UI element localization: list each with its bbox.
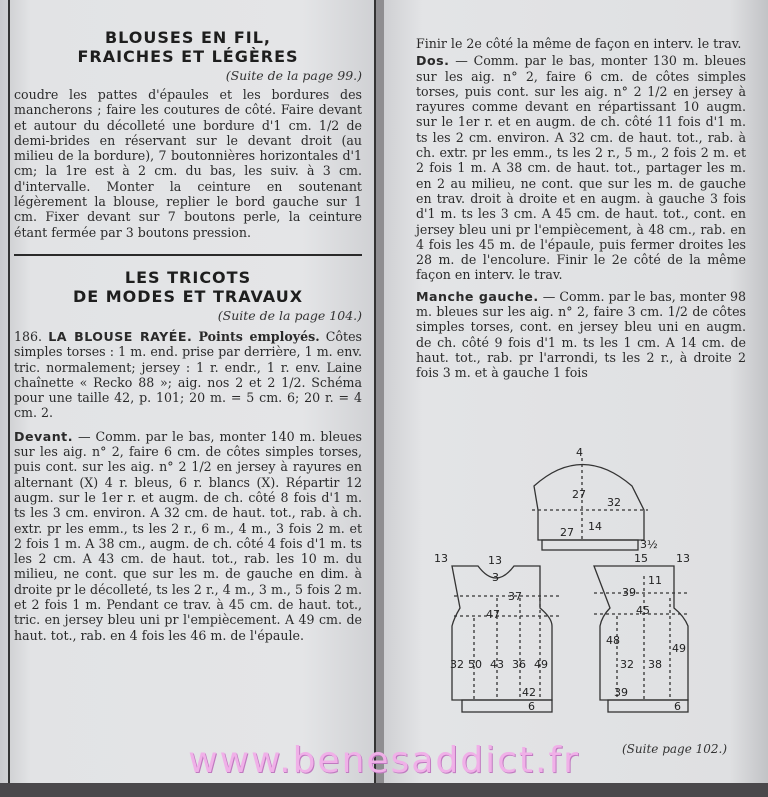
left-column	[14, 28, 362, 643]
manche-instructions: — Comm. par le bas, monter 98 m. bleues sur les aig. n° 2, faire 3 cm. 1/2 de côtes simples torses, cont. en jersey bleu uni en augm. de ch. côté 9 fois d'1 m. ts les 1 cm. A 14 cm. de haut. tot., rab. pr l'arrondi, ts les 2 r., à droite 2 fois 3 m. et à gauche 1 fois	[416, 288, 746, 381]
section-divider	[14, 254, 362, 256]
dim-label: 11	[648, 574, 662, 587]
dim-label: 6	[528, 700, 535, 713]
dim-label: 42	[522, 686, 536, 699]
dim-label: 48	[606, 634, 620, 647]
dim-label: 13	[676, 552, 690, 565]
article-title-line1: BLOUSES EN FIL,	[104, 28, 271, 47]
dos-label: Dos.	[416, 53, 450, 69]
page-bottom-edge	[0, 783, 768, 797]
dim-label: 39	[622, 586, 636, 599]
dim-label: 36	[512, 658, 526, 671]
front-ribbing	[462, 700, 552, 712]
dim-label: 37	[508, 590, 522, 603]
dim-label: 3	[492, 571, 499, 584]
dim-label: 32	[607, 496, 621, 509]
devant-label: Devant.	[14, 428, 73, 444]
dim-label: 49	[534, 658, 548, 671]
dim-label: 32	[620, 658, 634, 671]
points-text: Côtes simples torses : 1 m. end. prise par derrière, 1 m. env. tric. normalement; jersey : 1 r. endr., 1 r. env. Laine chaînette « Recko 88 »; aig. nos 2 et 2 1/2. Schéma pour une taille 42, p. 101; 20 m. = 5 cm. 6; 20 r. = 4 cm. 2.	[14, 328, 362, 421]
right-page	[384, 0, 768, 797]
dim-label: 45	[636, 604, 650, 617]
item-number: 186.	[14, 328, 43, 344]
right-column	[416, 36, 746, 381]
knitting-schematic	[412, 448, 752, 748]
section-title-line1: LES TRICOTS	[124, 267, 252, 287]
back-outline	[594, 566, 688, 700]
dim-label: 13	[434, 552, 448, 565]
dim-label: 32	[450, 658, 464, 671]
devant-instructions: — Comm. par le bas, monter 140 m. bleues sur les aig. n° 2, faire 6 cm. de côtes simples torses, puis cont. sur les aig. n° 2 1/2 en jersey à rayures en alternant (X) 4 r. bleus, 6 r. blancs (X). Répartir 12 augm. sur le 1er r. et augm. de ch. côté 8 fois d'1 m. ts les 3 cm. environ. A 32 cm. de haut. tot., rab. à ch. extr. pr les emm., ts les 2 r., 6 m., 4 m., 3 fois 2 m. et 2 fois 1 m. A 38 cm., augm. de ch. côté 4 fois d'1 m. ts les 2 cm. A 43 cm. de haut. tot., rab. les 10 m. du milieu, ne cont. que sur les m. de gauche en dim. à droite pr le décolleté, ts les 2 r., 4 m., 3 m., 5 fois 2 m. et 2 fois 1 m. Pendant ce trav. à 45 cm. de haut. tot., tric. en jersey bleu uni pr l'empiècement. A 49 cm. de haut. tot., rab. en 4 fois les 46 m. de l'épaule.	[14, 428, 362, 643]
left-border	[8, 0, 10, 797]
dim-label: 27	[560, 526, 574, 539]
dim-label: 6	[674, 700, 681, 713]
dim-label: 4	[576, 448, 583, 459]
points-label: Points employés.	[198, 328, 320, 344]
continued-note: (Suite page 102.)	[622, 742, 728, 756]
finish-text: Finir le 2e côté la même de façon en interv. le trav.	[416, 36, 742, 51]
dim-label: 50	[468, 658, 482, 671]
item-title: LA BLOUSE RAYÉE.	[48, 328, 193, 344]
dim-label: 47	[486, 608, 500, 621]
dim-label: 49	[672, 642, 686, 655]
dim-label: 39	[614, 686, 628, 699]
dim-label: 15	[634, 552, 648, 565]
left-page	[0, 0, 378, 797]
dim-label: 27	[572, 488, 586, 501]
dim-label: 14	[588, 520, 602, 533]
article-title-line2: FRAICHES ET LÉGÈRES	[77, 47, 299, 66]
dim-label: 38	[648, 658, 662, 671]
front-outline	[452, 566, 552, 700]
blouse-instructions: coudre les pattes d'épaules et les bordures des mancherons ; faire les coutures de côté. Faire devant et autour du décolleté une bordure d'1 cm. 1/2 de demi-brides en réservant sur le devant droit (au milieu de la bordure), 7 boutonnières horizontales d'1 cm; la 1re est à 2 cm. du bas, les suiv. à 3 cm. d'intervalle. Monter la ceinture en soutenant légèrement la blouse, replier le bord gauche sur 1 cm. Fixer devant sur 7 boutons perle, la ceinture étant fermée par 3 boutons pression.	[14, 87, 362, 240]
sleeve-cuff	[542, 540, 638, 550]
dim-label: 43	[490, 658, 504, 671]
dim-label: 3½	[640, 538, 658, 551]
continued-from-note: (Suite de la page 99.)	[225, 68, 362, 83]
manche-label: Manche gauche.	[416, 288, 539, 304]
continued-from-note-2: (Suite de la page 104.)	[217, 307, 362, 323]
watermark: www.benesaddict.fr	[188, 740, 580, 781]
dos-instructions: — Comm. par le bas, monter 130 m. bleues sur les aig. n° 2, faire 6 cm. de côtes simples torses, puis cont. sur les aig. n° 2 1/2 en jersey à rayures comme devant en répartissant 10 augm. sur le 1er r. et en augm. de ch. côté 11 fois d'1 m. ts les 2 cm. environ. A 32 cm. de haut. tot., rab. à ch. extr. pr les emm., ts les 2 r., 5 m., 2 fois 2 m. et 2 fois 1 m. A 38 cm. de haut. tot., partager les m. en 2 au milieu, ne cont. que sur les m. de gauche en trav. droit à droite et en augm. à gauche 3 fois d'1 m. ts les 3 cm. A 45 cm. de haut. tot., cont. en jersey bleu uni pr l'empiècement, à 48 cm., rab. en 4 fois les 45 m. de l'épaule, puis fermer droites les 28 m. de l'encolure. Finir le 2e côté de la même façon en interv. le trav.	[416, 53, 746, 283]
section-title-line2: DE MODES ET TRAVAUX	[72, 286, 304, 306]
dim-label: 13	[488, 554, 502, 567]
